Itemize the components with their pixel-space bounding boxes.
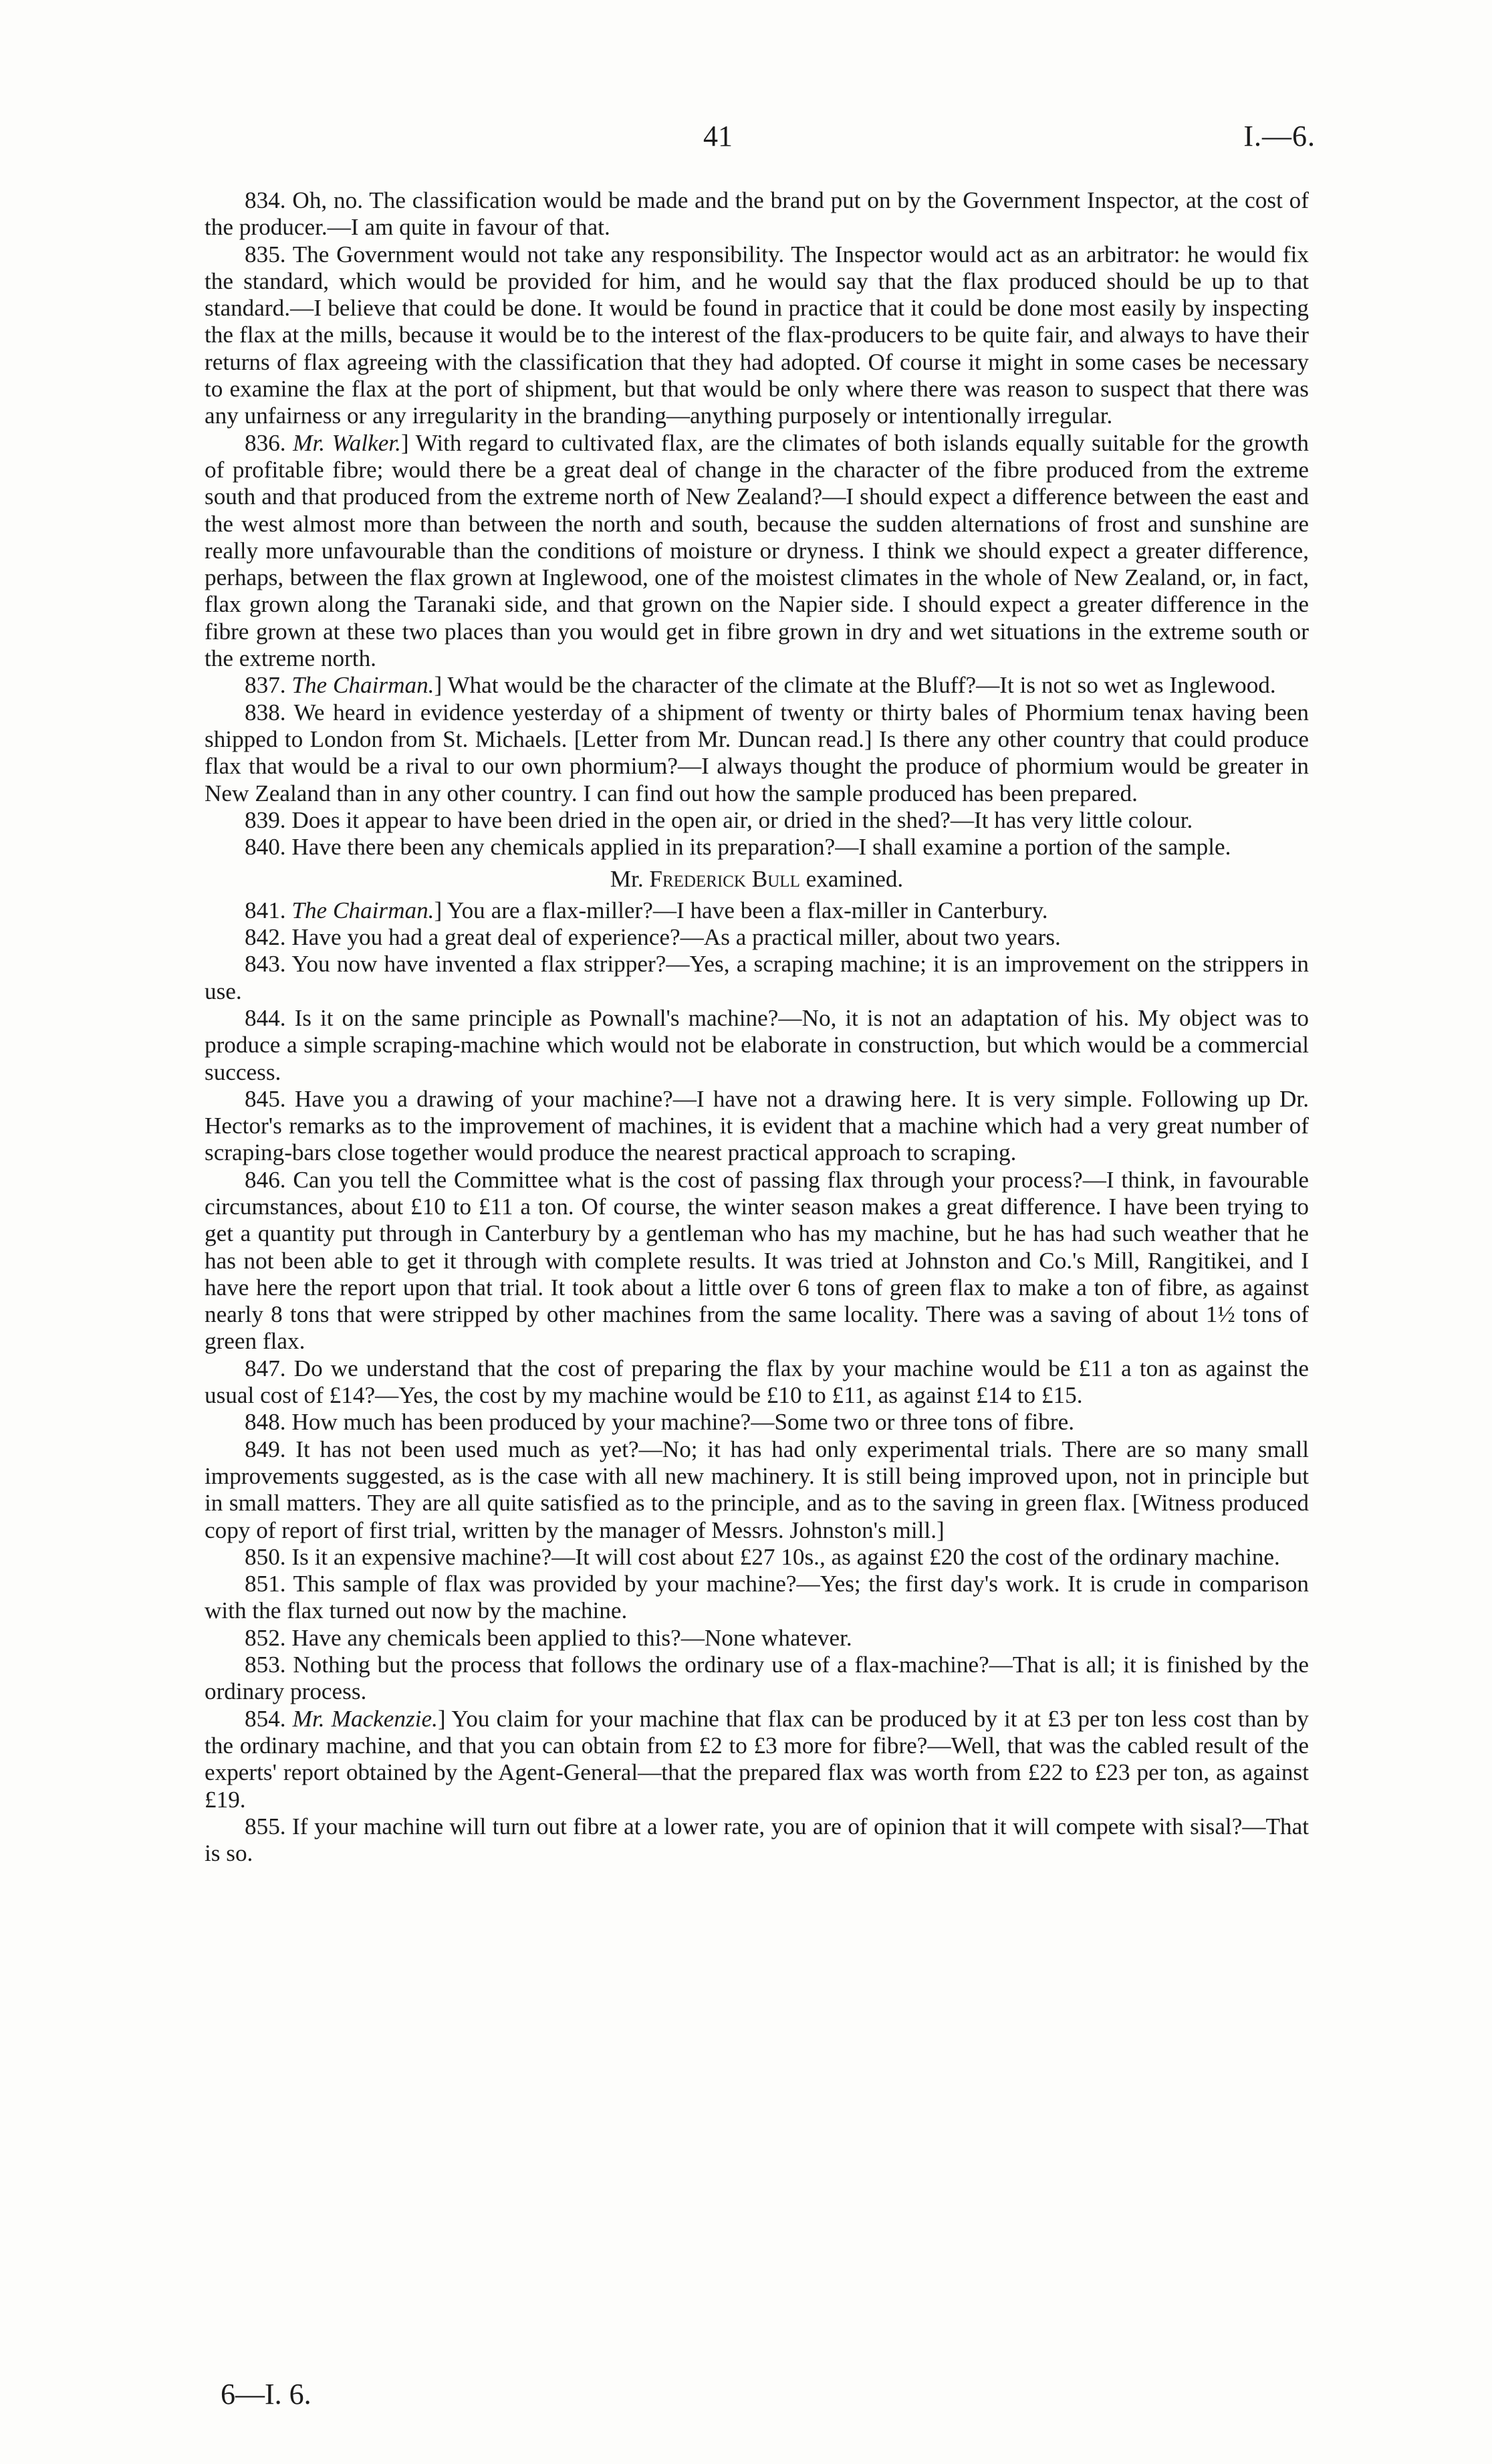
question-number: 834.: [245, 187, 286, 213]
question-number: 837.: [245, 672, 286, 699]
paragraph-text: Have you had a great deal of experience?—As a practical miller, about two years.: [291, 924, 1061, 951]
evidence-paragraph: [205, 924, 1309, 951]
page-number: 41: [703, 120, 733, 152]
speaker-name: Mr. Walker.: [293, 429, 401, 456]
question-number: 846.: [245, 1166, 286, 1193]
question-number: 838.: [245, 699, 286, 725]
question-number: 847.: [245, 1355, 286, 1381]
paragraph-text: You are a flax-miller?—I have been a flax-miller in Canterbury.: [447, 897, 1048, 923]
question-number: 842.: [245, 924, 286, 951]
question-number: 843.: [245, 951, 286, 978]
paragraph-text: This sample of flax was provided by your machine?—Yes; the first day's work. It is crude in comparison with the flax turned out now by the machine.: [205, 1571, 1310, 1624]
page-reference: I.—6.: [1243, 120, 1316, 152]
question-number: 848.: [245, 1409, 286, 1436]
page-header: [0, 119, 1492, 166]
evidence-paragraph: [205, 951, 1309, 1005]
evidence-paragraph: [205, 1652, 1309, 1706]
paragraph-text: With regard to cultivated flax, are the climates of both islands equally suitable for the growth of profitable fibre; would there be a great deal of change in the character of the fibre produced from the extreme south and that produced from the extreme north of New Zealand?—I should expect a difference between the east and the west almost more than between the north and south, because the sudden alternations of frost and sunshine are really more unfavourable than the conditions of moisture or dryness. I think we should expect a greater difference, perhaps, between the flax grown at Inglewood, one of the moistest climates in the whole of New Zealand, or, in fact, flax grown along the Taranaki side, and that grown on the Napier side. I should expect a greater difference in the fibre grown at these two places than you would get in fibre grown in dry and wet situations in the extreme south or the extreme north.: [205, 429, 1309, 672]
body-text: [205, 187, 1309, 1867]
evidence-paragraph: [205, 1436, 1309, 1544]
paragraph-text: Have any chemicals been applied to this?—None whatever.: [291, 1624, 852, 1651]
paragraph-text: Oh, no. The classification would be made and the brand put on by the Government Inspector, at the cost of the producer.—I am quite in favour of that.: [205, 187, 1309, 241]
paragraph-text: You claim for your machine that flax can be produced by it at £3 per ton less cost than by the ordinary machine, and that you can obtain from £2 to £3 more for fibre?—Well, that was the cabled result of the experts' report obtained by the Agent-General—that the prepared flax was worth from £22 to £23 per ton, as against £19.: [205, 1705, 1309, 1813]
paragraph-text: The Government would not take any responsibility. The Inspector would act as an arbitrator: he would fix the standard, which would be provided for him, and he would say that the flax produced should be up to that standard.—I believe that could be done. It would be found in practice that it could be done most easily by inspecting the flax at the mills, because it would be to the interest of the flax-producers to be quite fair, and always to have their returns of flax agreeing with the classification that they had adopted. Of course it might in some cases be necessary to examine the flax at the port of shipment, but that would be only where there was reason to suspect that there was any unfairness or any irregularity in the branding—anything purposely or intentionally irregular.: [205, 241, 1309, 429]
evidence-paragraph: [205, 1571, 1309, 1625]
question-number: 839.: [245, 806, 286, 833]
question-number: 854.: [245, 1705, 286, 1732]
paragraph-text: You now have invented a flax stripper?—Yes, a scraping machine; it is an improvement on the strippers in use.: [205, 951, 1309, 1004]
witness-heading-prefix: Mr.: [610, 866, 650, 893]
question-number: 845.: [245, 1085, 286, 1112]
evidence-paragraph: [205, 1544, 1309, 1571]
question-number: 852.: [245, 1624, 286, 1651]
evidence-paragraph: [205, 1167, 1309, 1355]
question-number: 850.: [245, 1543, 286, 1570]
evidence-paragraph: 837. The Chairman.] What would be the character of the climate at the Bluff?—It is not so wet as Inglewood.: [205, 672, 1309, 699]
question-number: 835.: [245, 241, 286, 267]
evidence-paragraph: [205, 1005, 1309, 1086]
paragraph-text: Have there been any chemicals applied in its preparation?—I shall examine a portion of the sample.: [291, 834, 1231, 861]
paragraph-text: What would be the character of the climate at the Bluff?—It is not so wet as Inglewood.: [447, 672, 1276, 699]
speaker-name: The Chairman.: [291, 672, 434, 699]
evidence-paragraph: [205, 1813, 1309, 1868]
evidence-section-2: [205, 897, 1309, 1868]
paragraph-text: Nothing but the process that follows the ordinary use of a flax-machine?—That is all; it is finished by the ordinary process.: [205, 1652, 1310, 1705]
paragraph-text: Is it on the same principle as Pownall's machine?—No, it is not an adaptation of his. My object was to produce a simple scraping-machine which would not be elaborate in construction, but which would be a commercial success.: [205, 1004, 1310, 1085]
question-number: 851.: [245, 1571, 286, 1597]
question-number: 836.: [245, 429, 286, 456]
speaker-name: The Chairman.: [291, 897, 434, 923]
witness-heading-suffix: examined.: [799, 866, 904, 893]
evidence-paragraph: [205, 1355, 1309, 1410]
evidence-paragraph: [205, 1086, 1309, 1167]
paragraph-text: It has not been used much as yet?—No; it has had only experimental trials. There are so many small improvements suggested, as is the case with all new machinery. It is still being improved upon, not in principle but in small matters. They are all quite satisfied as to the principle, and as to the saving in green flax. [Witness produced copy of report of first trial, written by the manager of Messrs. Johnston's mill.]: [205, 1436, 1310, 1543]
evidence-paragraph: [205, 807, 1309, 834]
signature-mark: 6—I. 6.: [221, 2378, 312, 2411]
evidence-paragraph: [205, 241, 1309, 430]
paragraph-text: If your machine will turn out fibre at a lower rate, you are of opinion that it will compete with sisal?—That is so.: [205, 1813, 1309, 1867]
question-number: 840.: [245, 834, 286, 861]
witness-heading: [205, 866, 1309, 893]
paragraph-text: We heard in evidence yesterday of a shipment of twenty or thirty bales of Phormium tenax having been shipped to London from St. Michaels. [Letter from Mr. Duncan read.] Is there any other country that could produce flax that would be a rival to our own phormium?—I always thought the produce of phormium would be greater in New Zealand than in any other country. I can find out how the sample produced has been prepared.: [205, 699, 1309, 806]
question-number: 844.: [245, 1004, 286, 1031]
paragraph-text: Does it appear to have been dried in the open air, or dried in the shed?—It has very little colour.: [291, 806, 1193, 833]
paragraph-text: Do we understand that the cost of preparing the flax by your machine would be £11 a ton as against the usual cost of £14?—Yes, the cost by my machine would be £10 to £11, as against £14 to £15.: [205, 1355, 1309, 1409]
paragraph-text: Have you a drawing of your machine?—I have not a drawing here. It is very simple. Following up Dr. Hector's remarks as to the improvement of machines, it is evident that a machine which had a very great number of scraping-bars close together would produce the nearest practical approach to scraping.: [205, 1085, 1309, 1166]
evidence-paragraph: 854. Mr. Mackenzie.] You claim for your machine that flax can be produced by it at £3 per ton less cost than by the ordinary machine, and that you can obtain from £2 to £3 more for fibre?—Well, that was the cabled result of the experts' report obtained by the Agent-General—that the prepared flax was worth from £22 to £23 per ton, as against £19.: [205, 1705, 1309, 1813]
speaker-name: Mr. Mackenzie.: [292, 1705, 438, 1732]
question-number: 849.: [245, 1436, 286, 1462]
evidence-paragraph: 841. The Chairman.] You are a flax-miller?—I have been a flax-miller in Canterbury.: [205, 897, 1309, 924]
evidence-paragraph: [205, 1409, 1309, 1436]
evidence-paragraph: [205, 699, 1309, 807]
question-number: 855.: [245, 1813, 286, 1839]
witness-name: Frederick Bull: [649, 866, 800, 893]
evidence-section-1: [205, 187, 1309, 861]
paragraph-text: Can you tell the Committee what is the cost of passing flax through your process?—I think, in favourable circumstances, about £10 to £11 a ton. Of course, the winter season makes a great difference. I have been trying to get a quantity put through in Canterbury by a gentleman who has my machine, but he has had such weather that he has not been able to get it through with complete results. It was tried at Johnston and Co.'s Mill, Rangitikei, and I have here the report upon that trial. It took about a little over 6 tons of green flax to make a ton of fibre, as against nearly 8 tons that were stripped by other machines from the same locality. There was a saving of about 1½ tons of green flax.: [205, 1166, 1309, 1355]
paragraph-text: Is it an expensive machine?—It will cost about £27 10s., as against £20 the cost of the ordinary machine.: [291, 1543, 1280, 1570]
evidence-paragraph: [205, 187, 1309, 241]
evidence-paragraph: [205, 1625, 1309, 1652]
paragraph-text: How much has been produced by your machine?—Some two or three tons of fibre.: [291, 1409, 1075, 1436]
question-number: 841.: [245, 897, 286, 923]
question-number: 853.: [245, 1652, 286, 1678]
evidence-paragraph: 836. Mr. Walker.] With regard to cultivated flax, are the climates of both islands equally suitable for the growth of profitable fibre; would there be a great deal of change in the character of the fibre produced from the extreme south and that produced from the extreme north of New Zealand?—I should expect a difference between the east and the west almost more than between the north and south, because the sudden alternations of frost and sunshine are really more unfavourable than the conditions of moisture or dryness. I think we should expect a greater difference, perhaps, between the flax grown at Inglewood, one of the moistest climates in the whole of New Zealand, or, in fact, flax grown along the Taranaki side, and that grown on the Napier side. I should expect a greater difference in the fibre grown at these two places than you would get in fibre grown in dry and wet situations in the extreme south or the extreme north.: [205, 429, 1309, 672]
evidence-paragraph: [205, 834, 1309, 861]
